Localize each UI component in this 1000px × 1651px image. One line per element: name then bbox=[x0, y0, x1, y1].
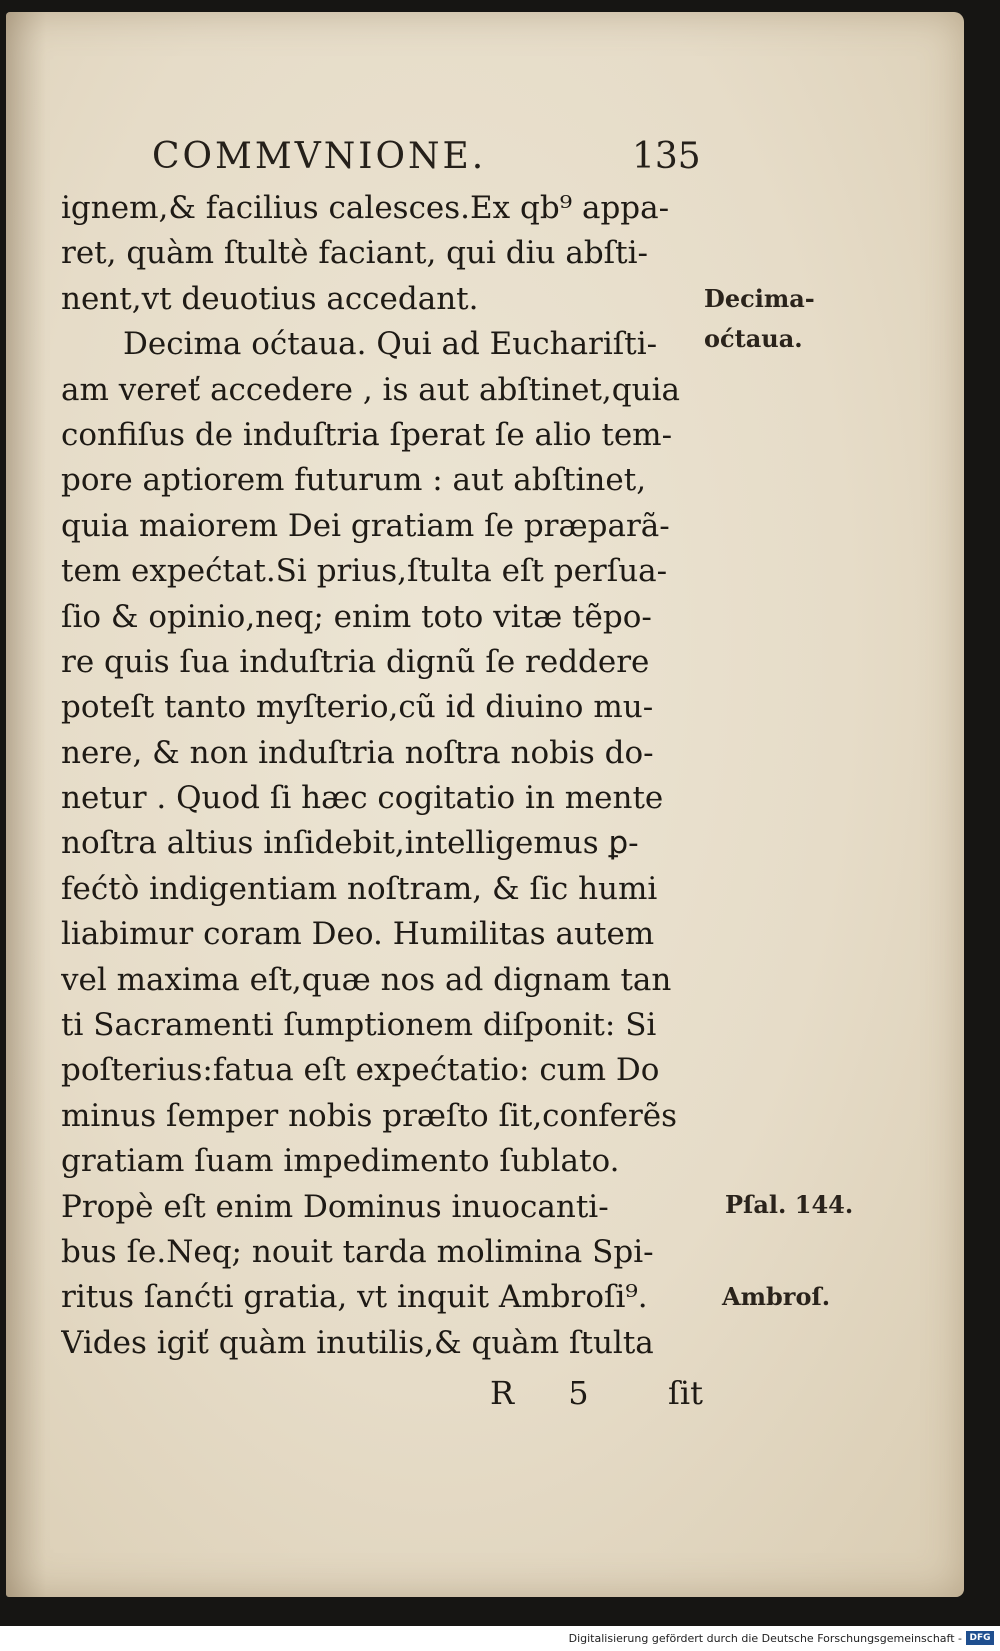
text-line: fećtò indigentiam noſtram, & ſic humi bbox=[61, 870, 658, 907]
text-line: nere, & non induſtria noſtra nobis do- bbox=[61, 734, 654, 771]
text-line: quia maiorem Dei gratiam ſe præparã- bbox=[61, 507, 670, 544]
text-line: poſterius:fatua eſt expećtatio: cum Do bbox=[61, 1052, 660, 1089]
text-line: ſio & opinio,neq; enim toto vitæ tẽpo- bbox=[61, 598, 652, 635]
text-line: gratiam ſuam impedimento ſublato. bbox=[61, 1143, 620, 1180]
text-line: Vides igiť quàm inutilis,& quàm ſtulta bbox=[61, 1324, 654, 1361]
text-line: nent,vt deuotius accedant. bbox=[61, 280, 479, 317]
margin-note-octaua: oćtaua. bbox=[704, 324, 803, 353]
text-line: liabimur coram Deo. Humilitas autem bbox=[61, 916, 655, 953]
text-line: noſtra altius inſidebit,intelligemus ꝑ- bbox=[61, 825, 639, 862]
text-line: netur . Quod ſi hæc cogitatio in mente bbox=[61, 780, 664, 817]
footer-bar bbox=[0, 1626, 1000, 1651]
text-line: ignem,& facilius calesces.Ex qb⁹ appa- bbox=[61, 190, 670, 226]
text-line: poteſt tanto myſterio,cũ id diuino mu- bbox=[61, 689, 654, 726]
text-line: bus ſe.Neq; nouit tarda molimina Spi- bbox=[61, 1233, 654, 1270]
text-line: Propè eſt enim Dominus inuocanti- bbox=[61, 1188, 609, 1225]
text-line: ritus ſanćti gratia, vt inquit Ambroſi⁹. bbox=[61, 1279, 648, 1316]
margin-note-ambrose: Ambroſ. bbox=[722, 1282, 831, 1311]
text-line: minus ſemper nobis præſto ſit,conferẽs bbox=[61, 1097, 678, 1134]
text-line: am vereť accedere , is aut abſtinet,quia bbox=[61, 371, 680, 408]
signature-mark: R 5 bbox=[490, 1374, 589, 1412]
text-line: re quis ſua induſtria dignũ ſe reddere bbox=[61, 643, 650, 680]
margin-note-decima: Decima- bbox=[704, 284, 815, 313]
body-text bbox=[61, 186, 711, 1366]
text-line: vel maxima eſt,quæ nos ad dignam tan bbox=[61, 961, 672, 998]
text-line: ret, quàm ſtultè faciant, qui diu abſti- bbox=[61, 235, 648, 272]
dfg-logo-icon: DFG bbox=[966, 1631, 994, 1645]
text-line: pore aptiorem futurum : aut abſtinet, bbox=[61, 462, 647, 499]
text-line: confiſus de induſtria ſperat ſe alio tem- bbox=[61, 416, 673, 453]
page-number: 135 bbox=[632, 136, 701, 177]
funding-credit: Digitalisierung gefördert durch die Deutsche Forschungsgemeinschaft - bbox=[568, 1632, 962, 1645]
gutter-shadow bbox=[6, 12, 46, 1597]
text-line: Decima oćtaua. Qui ad Euchariſti- bbox=[123, 326, 658, 363]
running-head: COMMVNIONE. bbox=[152, 136, 487, 177]
margin-note-psalm: Pſal. 144. bbox=[725, 1190, 854, 1219]
text-line: tem expećtat.Si prius,ſtulta eſt perſua- bbox=[61, 553, 668, 590]
text-line: ti Sacramenti ſumptionem diſponit: Si bbox=[61, 1007, 657, 1044]
catchword: ſit bbox=[668, 1374, 703, 1412]
